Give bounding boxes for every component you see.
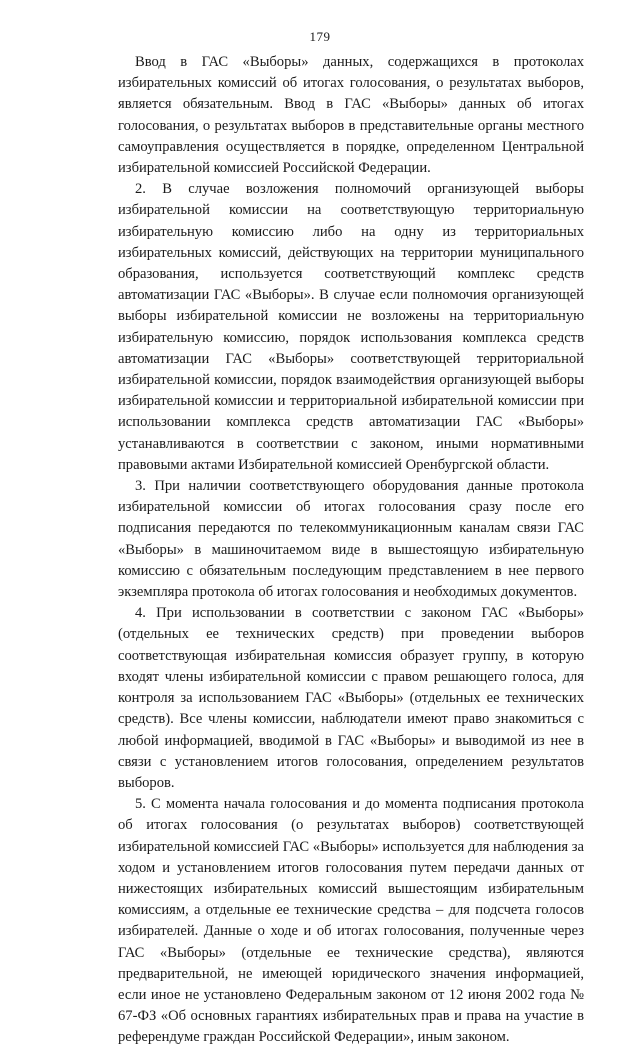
document-body bbox=[118, 52, 584, 1049]
page-number: 179 bbox=[309, 29, 331, 44]
paragraph-intro: Ввод в ГАС «Выборы» данных, содержащихся в протоколах избирательных комиссий об итогах голосования, о результатах выборов, является обязательным. Ввод в ГАС «Выборы» данных об итогах голосования, о результатах выборов в представительные органы местного самоуправления осуществляется в порядке, определенном Центральной избирательной комиссией Российской Федерации. bbox=[118, 54, 584, 177]
paragraph-item-4: 4. При использовании в соответствии с законом ГАС «Выборы» (отдельных ее технических средств) при проведении выборов соответствующая избирательная комиссия образует группу, в которую входят члены избирательной комиссии с правом решающего голоса, для контроля за использованием ГАС «Выборы» (отдельных ее технических средств). Все члены комиссии, наблюдатели имеют право знакомиться с любой информацией, вводимой в ГАС «Выборы» и выводимой из нее в связи с установлением итогов голосования, определением результатов выборов. bbox=[118, 605, 584, 791]
paragraph-item-3: 3. При наличии соответствующего оборудования данные протокола избирательной комиссии об итогах голосования сразу после его подписания передаются по телекоммуникационным каналам связи ГАС «Выборы» в машиночитаемом виде в вышестоящую избирательную комиссию с обязательным последующим представлением в нее первого экземпляра протокола об итогах голосования и необходимых документов. bbox=[118, 478, 584, 601]
paragraph-item-2: 2. В случае возложения полномочий организующей выборы избирательной комиссии на соответствующую территориальную избирательную комиссию либо на одну из территориальных избирательных комиссий, действующих на территории муниципального образования, используется соответствующий комплекс средств автоматизации ГАС «Выборы». В случае если полномочия организующей выборы избирательной комиссии не возложены на территориальную избирательную комиссию, порядок использования комплекса средств автоматизации ГАС «Выборы» соответствующей территориальной избирательной комиссии, порядок взаимодействия организующей выборы избирательной комиссии и территориальной избирательной комиссии при использовании комплекса средств автоматизации ГАС «Выборы» устанавливаются в соответствии с законом, иными нормативными правовыми актами Избирательной комиссией Оренбургской области. bbox=[118, 181, 584, 473]
paragraph-item-5: 5. С момента начала голосования и до момента подписания протокола об итогах голосования (о результатах выборов) соответствующей избирательной комиссией ГАС «Выборы» используется для наблюдения за ходом и установлением итогов голосования путем передачи данных от нижестоящих избирательных комиссий вышестоящим избирательным комиссиям, а отдельные ее технические средства – для подсчета голосов избирателей. Данные о ходе и об итогах голосования, полученные через ГАС «Выборы» (отдельные ее технические средства), являются предварительной, не имеющей юридического значения информацией, если иное не установлено Федеральным законом от 12 июня 2002 года № 67-ФЗ «Об основных гарантиях избирательных прав и права на участие в референдуме граждан Российской Федерации», иным законом. bbox=[118, 796, 584, 1046]
